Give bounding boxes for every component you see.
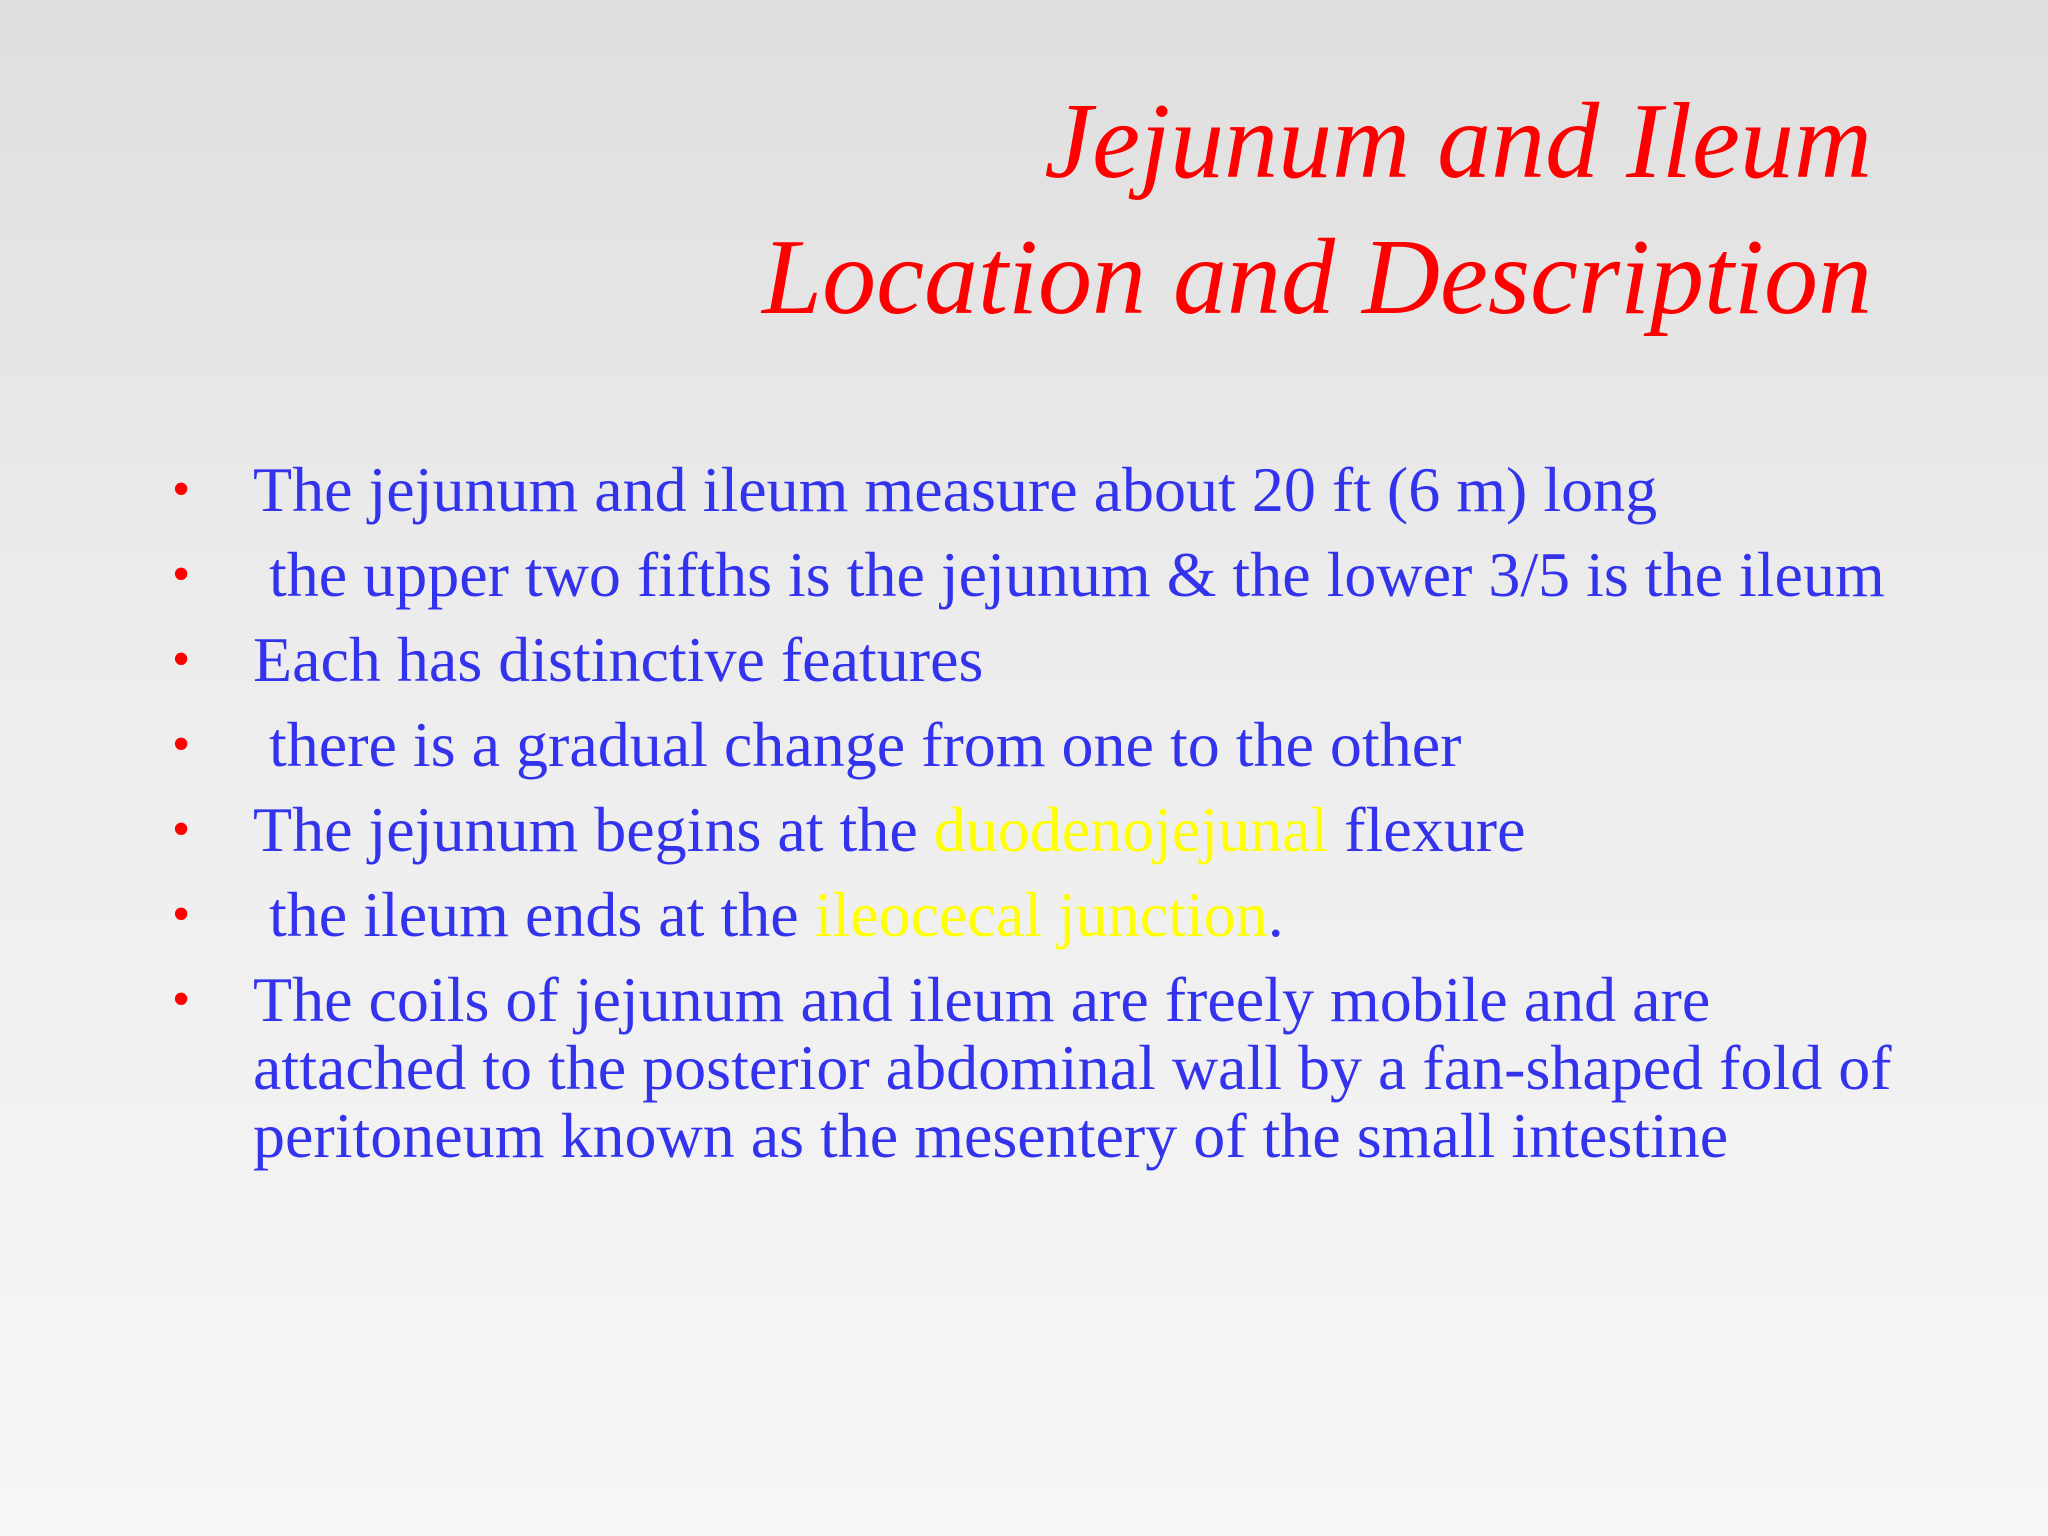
highlighted-term: duodenojejunal [933, 794, 1329, 865]
bullet-icon: • [172, 801, 191, 858]
bullet-text: the ileum ends at the [253, 879, 815, 950]
title-line-2: Location and Description [762, 218, 1872, 337]
bullet-text: Each has distinctive features [253, 624, 984, 695]
bullet-text: The jejunum begins at the [253, 794, 934, 865]
highlighted-term: ileocecal junction [814, 879, 1268, 950]
bullet-icon: • [172, 886, 191, 943]
bullet-item [172, 711, 1892, 779]
bullet-list [172, 456, 1892, 1187]
bullet-item [172, 456, 1892, 524]
bullet-text: The jejunum and ileum measure about 20 ft (6 m) long [253, 454, 1658, 525]
title-line-1: Jejunum and Ileum [1044, 82, 1872, 201]
bullet-text: . [1267, 879, 1284, 950]
bullet-item [172, 796, 1892, 864]
bullet-text: The coils of jejunum and ileum are freely mobile and are attached to the posterior abdominal wall by a fan-shaped fold of peritoneum known as the mesentery of the small intestine [253, 964, 1892, 1171]
bullet-icon: • [172, 546, 191, 603]
bullet-text: the upper two fifths is the jejunum & the lower 3/5 is the ileum [253, 539, 1885, 610]
bullet-item [172, 626, 1892, 694]
bullet-icon: • [172, 461, 191, 518]
bullet-text: flexure [1328, 794, 1526, 865]
bullet-text: there is a gradual change from one to the other [253, 709, 1462, 780]
bullet-icon: • [172, 971, 191, 1028]
bullet-item [172, 541, 1892, 609]
bullet-item [172, 881, 1892, 949]
bullet-item [172, 966, 1892, 1170]
bullet-icon: • [172, 631, 191, 688]
slide-title [172, 74, 1872, 346]
bullet-icon: • [172, 716, 191, 773]
